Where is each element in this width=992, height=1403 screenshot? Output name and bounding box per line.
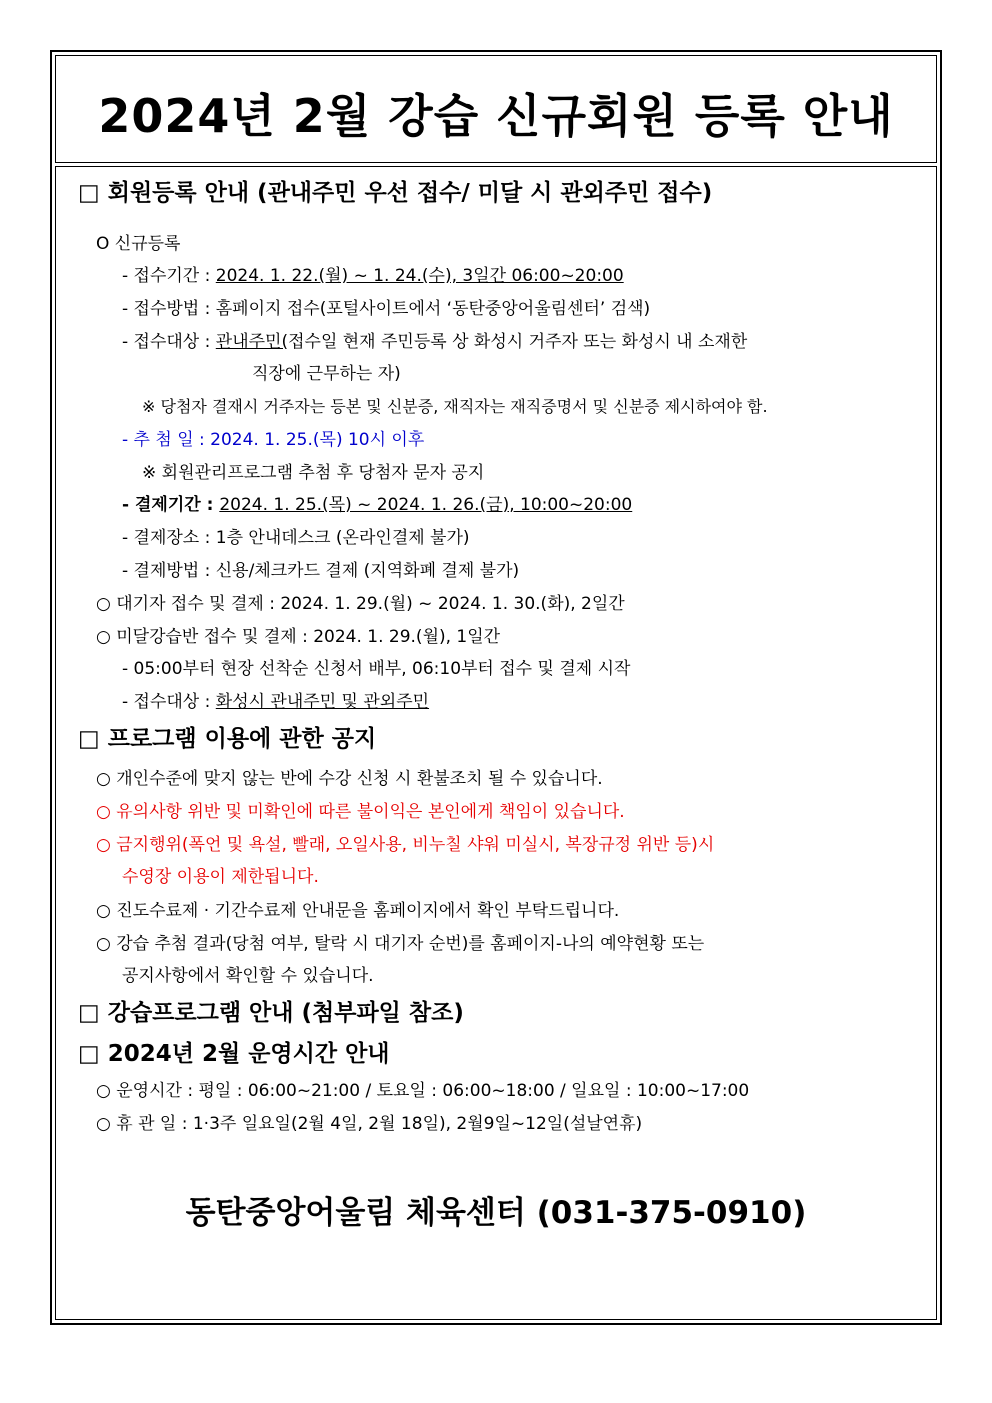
- unfilled-detail-1: - 05:00부터 현장 선착순 신청서 배부, 06:10부터 접수 및 결제 시작: [122, 659, 631, 679]
- unfilled-target-line: [122, 691, 429, 713]
- section-heading-registration: □ 회원등록 안내 (관내주민 우선 접수/ 미달 시 관외주민 접수): [78, 180, 713, 206]
- unfilled-target-value: 화성시 관내주민 및 관외주민: [215, 692, 430, 712]
- notice-item-1: ○ 개인수준에 맞지 않는 반에 수강 신청 시 환불조치 될 수 있습니다.: [96, 769, 603, 789]
- payment-period-value: 2024. 1. 25.(목) ~ 2024. 1. 26.(금), 10:00~20:00: [219, 495, 633, 515]
- draw-value: 2024. 1. 25.(목) 10시 이후: [210, 430, 425, 450]
- notice-item-2: ○ 유의사항 위반 및 미확인에 따른 불이익은 본인에게 책임이 있습니다.: [96, 802, 625, 822]
- payment-method-line: - 결제방법 : 신용/체크카드 결제 (지역화폐 결제 불가): [122, 561, 520, 581]
- unfilled-target-label: - 접수대상 :: [122, 692, 216, 712]
- closed-days-line: ○ 휴 관 일 : 1·3주 일요일(2월 4일, 2월 18일), 2월9일~12일(설날연휴): [96, 1114, 643, 1134]
- payment-place-line: - 결제장소 : 1층 안내데스크 (온라인결제 불가): [122, 528, 470, 548]
- draw-date-line: [122, 429, 424, 451]
- target-rest: 접수일 현재 주민등록 상 화성시 거주자 또는 화성시 내 소재한: [288, 332, 748, 352]
- draw-note: ※ 회원관리프로그램 추첨 후 당첨자 문자 공지: [142, 463, 485, 483]
- period-line: [122, 265, 624, 287]
- target-value: 관내주민(: [215, 332, 289, 352]
- method-line: - 접수방법 : 홈페이지 접수(포털사이트에서 ‘동탄중앙어울림센터’ 검색): [122, 299, 651, 319]
- period-label: - 접수기간 :: [122, 266, 216, 286]
- section-heading-hours: □ 2024년 2월 운영시간 안내: [78, 1041, 390, 1067]
- waiting-line: ○ 대기자 접수 및 결제 : 2024. 1. 29.(월) ~ 2024. 1. 30.(화), 2일간: [96, 594, 625, 614]
- payment-period-label: - 결제기간 :: [122, 495, 220, 515]
- period-value: 2024. 1. 22.(월) ~ 1. 24.(수), 3일간 06:00~20:00: [215, 266, 624, 286]
- title-box: [55, 55, 937, 163]
- notice-item-4: ○ 진도수료제 · 기간수료제 안내문을 홈페이지에서 확인 부탁드립니다.: [96, 901, 620, 921]
- new-registration-label: O 신규등록: [96, 234, 181, 254]
- notice-item-5: ○ 강습 추첨 결과(당첨 여부, 탈락 시 대기자 순번)를 홈페이지-나의 예약현황 또는: [96, 934, 705, 954]
- content-box: [55, 166, 937, 1320]
- document-frame: [50, 50, 942, 1325]
- payment-period-line: [122, 494, 632, 516]
- section-heading-program: □ 강습프로그램 안내 (첨부파일 참조): [78, 1000, 464, 1026]
- target-note: ※ 당첨자 결재시 거주자는 등본 및 신분증, 재직자는 재직증명서 및 신분증 제시하여야 함.: [142, 397, 768, 416]
- target-label: - 접수대상 :: [122, 332, 216, 352]
- notice-item-5-continuation: 공지사항에서 확인할 수 있습니다.: [122, 966, 374, 986]
- footer-contact: 동탄중앙어울림 체육센터 (031-375-0910): [185, 1195, 807, 1231]
- notice-item-3-continuation: 수영장 이용이 제한됩니다.: [122, 867, 319, 887]
- page-title: 2024년 2월 강습 신규회원 등록 안내: [98, 89, 894, 143]
- target-line: [122, 331, 747, 353]
- notice-item-3: ○ 금지행위(폭언 및 욕설, 빨래, 오일사용, 비누칠 샤워 미실시, 복장규정 위반 등)시: [96, 835, 715, 855]
- section-heading-notice: □ 프로그램 이용에 관한 공지: [78, 726, 377, 752]
- draw-label: - 추 첨 일 :: [122, 430, 211, 450]
- operating-hours-line: ○ 운영시간 : 평일 : 06:00~21:00 / 토요일 : 06:00~18:00 / 일요일 : 10:00~17:00: [96, 1081, 750, 1101]
- target-continuation: 직장에 근무하는 자): [252, 364, 401, 384]
- unfilled-line: ○ 미달강습반 접수 및 결제 : 2024. 1. 29.(월), 1일간: [96, 627, 501, 647]
